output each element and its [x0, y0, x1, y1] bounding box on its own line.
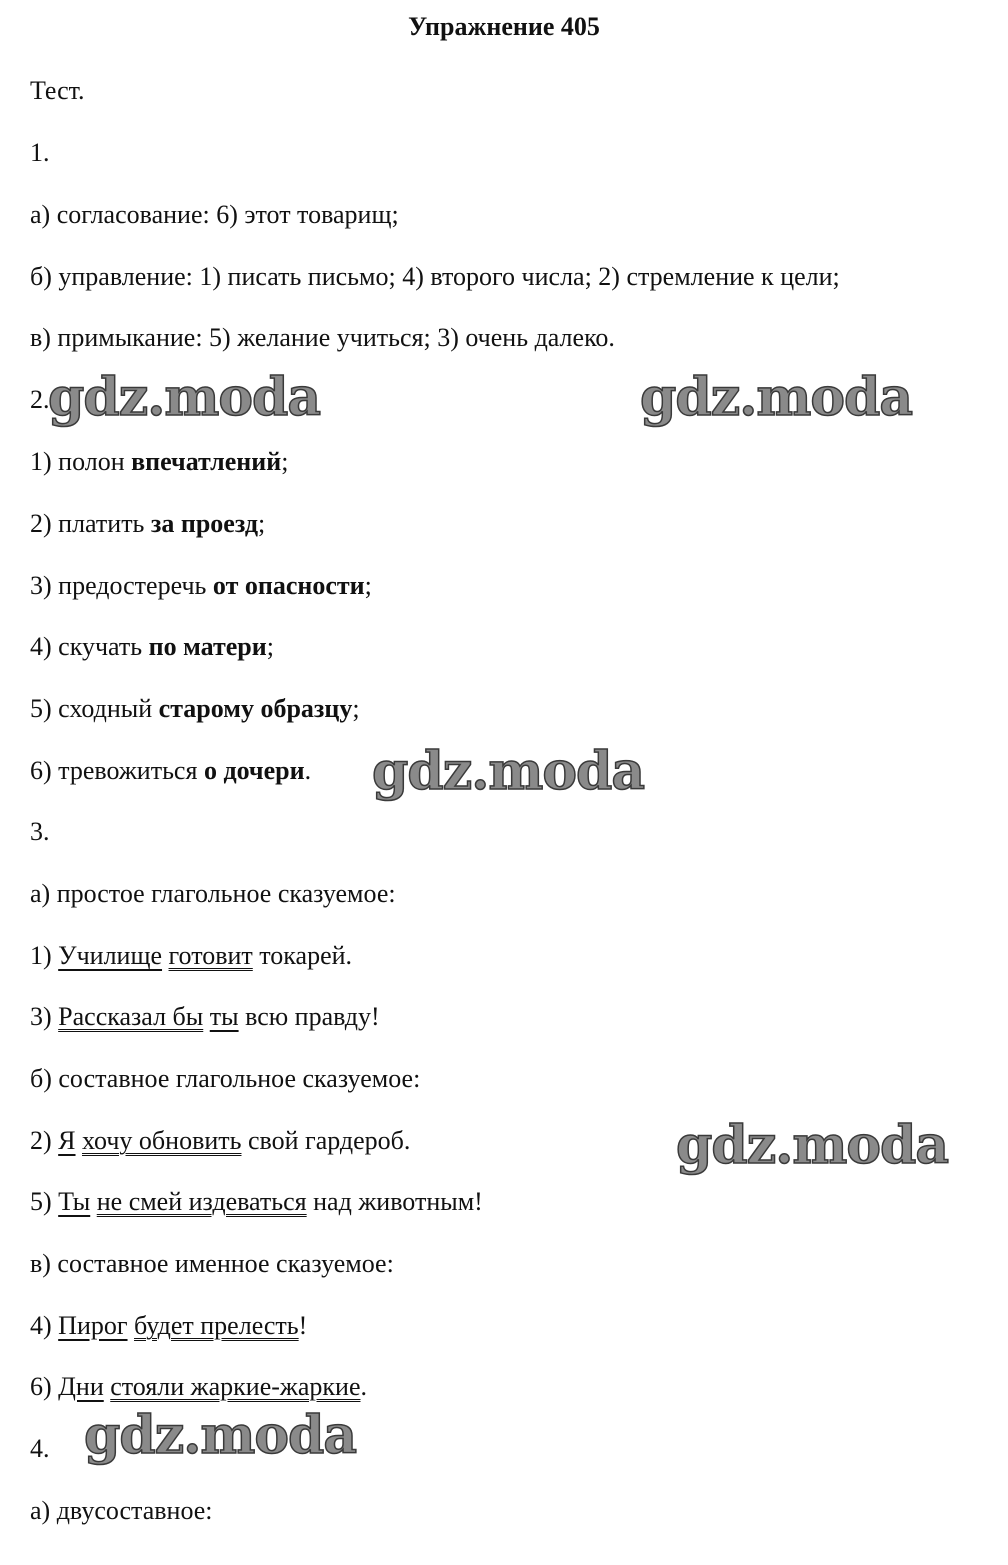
- watermark-logo: gdz.moda: [676, 1115, 949, 1176]
- q3-sentence: 6) Дни стояли жаркие-жаркие.: [30, 1372, 367, 1401]
- q2-item-dependent: за проезд: [150, 509, 258, 538]
- q1-answer-b: б) управление: 1) писать письмо; 4) второго числа; 2) стремление к цели;: [30, 262, 840, 291]
- q3-sentence: 4) Пирог будет прелесть!: [30, 1311, 308, 1340]
- subject-underline: Училище: [58, 941, 163, 970]
- q2-item: 3) предостеречь от опасности;: [30, 571, 372, 600]
- watermark-logo: gdz.moda: [84, 1405, 357, 1466]
- intro-text: Тест.: [30, 76, 85, 105]
- q1-answer-c: в) примыкание: 5) желание учиться; 3) очень далеко.: [30, 323, 615, 352]
- q1-answer-a: а) согласование: 6) этот товарищ;: [30, 200, 399, 229]
- q2-item-dependent: впечатлений: [131, 447, 282, 476]
- q2-item: 6) тревожиться о дочери.: [30, 756, 312, 785]
- q2-item-dependent: о дочери: [203, 756, 305, 785]
- predicate-underline: Рассказал бы: [58, 1002, 204, 1031]
- q2-item-dependent: по матери: [148, 632, 267, 661]
- predicate-underline: хочу обновить: [82, 1126, 242, 1155]
- predicate-underline: будет прелесть: [134, 1311, 299, 1340]
- watermark-logo: gdz.moda: [48, 367, 321, 428]
- q2-number: 2.: [30, 385, 50, 414]
- predicate-underline: стояли жаркие-жаркие: [110, 1372, 361, 1401]
- q2-item: 2) платить за проезд;: [30, 509, 266, 538]
- q4-heading-a: а) двусоставное:: [30, 1496, 213, 1525]
- q3-heading-b: б) составное глагольное сказуемое:: [30, 1064, 421, 1093]
- predicate-underline: готовит: [168, 941, 253, 970]
- q2-item: 5) сходный старому образцу;: [30, 694, 360, 723]
- subject-underline: Ты: [58, 1187, 91, 1216]
- q3-number: 3.: [30, 817, 50, 846]
- q3-sentence: 3) Рассказал бы ты всю правду!: [30, 1002, 380, 1031]
- watermark-logo: gdz.moda: [640, 367, 913, 428]
- watermark-logo: gdz.moda: [372, 741, 645, 802]
- subject-underline: ты: [209, 1002, 239, 1031]
- q1-number: 1.: [30, 138, 50, 167]
- q2-item: 1) полон впечатлений;: [30, 447, 289, 476]
- subject-underline: Я: [58, 1126, 76, 1155]
- q4-number: 4.: [30, 1434, 50, 1463]
- q2-item-dependent: от опасности: [212, 571, 365, 600]
- q2-item: 4) скучать по матери;: [30, 632, 274, 661]
- q2-item-dependent: старому образцу: [158, 694, 353, 723]
- q3-sentence: 2) Я хочу обновить свой гардероб.: [30, 1126, 411, 1155]
- q3-heading-a: а) простое глагольное сказуемое:: [30, 879, 396, 908]
- q3-sentence: 1) Училище готовит токарей.: [30, 941, 353, 970]
- q3-heading-c: в) составное именное сказуемое:: [30, 1249, 394, 1278]
- subject-underline: Дни: [58, 1372, 104, 1401]
- q3-sentence: 5) Ты не смей издеваться над животным!: [30, 1187, 483, 1216]
- predicate-underline: не смей издеваться: [96, 1187, 307, 1216]
- subject-underline: Пирог: [58, 1311, 128, 1340]
- page-title: Упражнение 405: [408, 12, 600, 41]
